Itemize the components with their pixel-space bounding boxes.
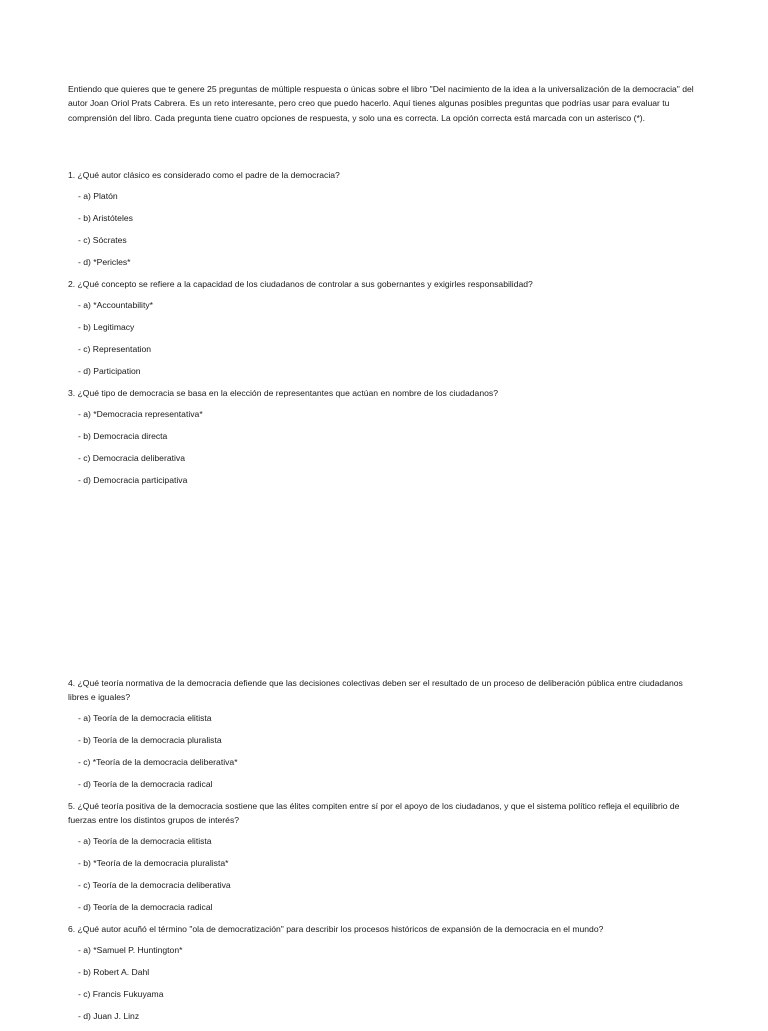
- answer-option: - b) *Teoría de la democracia pluralista*: [78, 858, 229, 869]
- intro-paragraph: Entiendo que quieres que te genere 25 preguntas de múltiple respuesta o únicas sobre el libro "Del nacimiento de la idea a la universalización de la democracia" del autor Joan Oriol Prats Cabrera. Es un reto interesante, pero creo que puedo hacerlo. Aquí tienes algunas posibles preguntas que podrías usar para evaluar tu comprensión del libro. Cada pregunta tiene cuatro opciones de respuesta, y solo una es correcta. La opción correcta está marcada con un asterisco (*).: [68, 84, 694, 123]
- question-block-4: [68, 676, 700, 799]
- question-text: 5. ¿Qué teoría positiva de la democracia sostiene que las élites compiten entre sí por el apoyo de los ciudadanos, y que el sistema político refleja el equilibrio de fuerzas entre los distintos grupos de interés?: [68, 801, 680, 826]
- question-block-1: [68, 168, 700, 277]
- question-block-3: [68, 386, 700, 495]
- answer-option: - b) Teoría de la democracia pluralista: [78, 735, 222, 746]
- answer-option: - a) *Democracia representativa*: [78, 408, 203, 419]
- question-text: 6. ¿Qué autor acuñó el término "ola de democratización" para describir los procesos históricos de expansión de la democracia en el mundo?: [68, 924, 604, 934]
- answer-option: - c) *Teoría de la democracia deliberativa*: [78, 757, 238, 768]
- answer-option: - c) Representation: [78, 343, 152, 354]
- answer-option: - a) *Accountability*: [78, 299, 153, 310]
- question-text: 3. ¿Qué tipo de democracia se basa en la elección de representantes que actúan en nombre de los ciudadanos?: [68, 388, 498, 398]
- answer-option: - d) Juan J. Linz: [78, 1010, 140, 1021]
- question-text: 2. ¿Qué concepto se refiere a la capacidad de los ciudadanos de controlar a sus gobernantes y exigirles responsabilidad?: [68, 279, 533, 289]
- question-block-2: [68, 277, 700, 386]
- question-block-5: [68, 799, 700, 922]
- question-text: 1. ¿Qué autor clásico es considerado como el padre de la democracia?: [68, 170, 340, 180]
- answer-option: - d) *Pericles*: [78, 256, 131, 267]
- answer-option: - d) Teoría de la democracia radical: [78, 778, 213, 789]
- answer-option: - c) Teoría de la democracia deliberativa: [78, 880, 231, 891]
- answer-option: - d) Teoría de la democracia radical: [78, 901, 213, 912]
- answer-option: - d) Participation: [78, 365, 141, 376]
- answer-option: - a) Teoría de la democracia elitista: [78, 836, 212, 847]
- answer-option: - a) Teoría de la democracia elitista: [78, 713, 212, 724]
- answer-option: - c) Francis Fukuyama: [78, 988, 164, 999]
- answer-option: - b) Democracia directa: [78, 430, 168, 441]
- answer-option: - c) Sócrates: [78, 234, 127, 245]
- question-block-6: [68, 922, 700, 1031]
- answer-option: - b) Robert A. Dahl: [78, 966, 150, 977]
- answer-option: - a) *Samuel P. Huntington*: [78, 944, 183, 955]
- answer-option: - b) Aristóteles: [78, 212, 133, 223]
- question-text: 4. ¿Qué teoría normativa de la democracia defiende que las decisiones colectivas deben ser el resultado de un proceso de deliberación pública entre ciudadanos libres e iguales?: [68, 678, 683, 703]
- answer-option: - c) Democracia deliberativa: [78, 452, 185, 463]
- answer-option: - b) Legitimacy: [78, 321, 135, 332]
- answer-option: - a) Platón: [78, 190, 118, 201]
- answer-option: - d) Democracia participativa: [78, 474, 188, 485]
